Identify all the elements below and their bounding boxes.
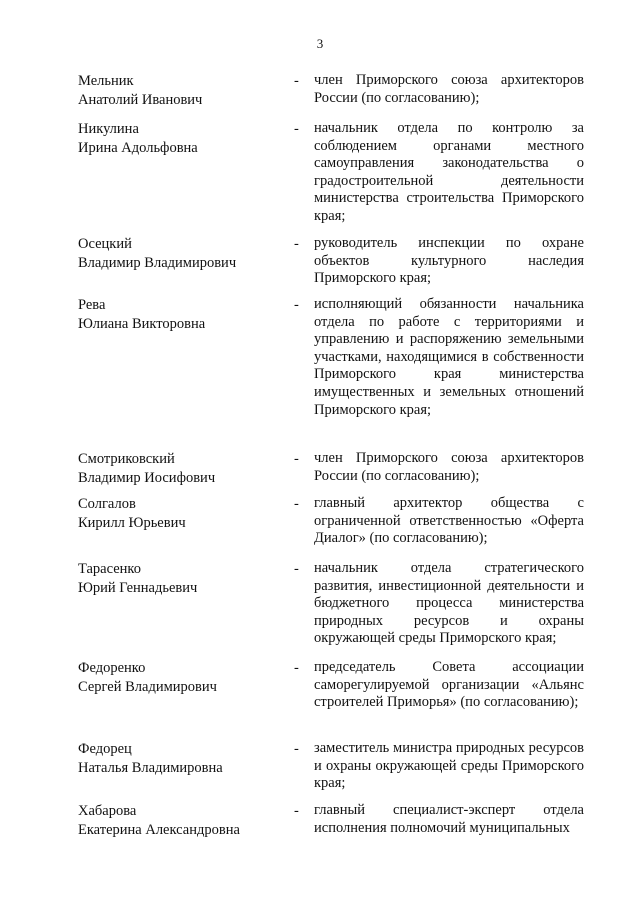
member-surname: Осецкий [78,236,132,252]
dash-separator: - [294,73,299,89]
member-name [78,450,278,488]
member-name [78,495,278,533]
member-surname: Тарасенко [78,561,141,577]
dash-separator: - [294,451,299,467]
member-role: главный специалист-эксперт отдела исполнения полномочий муниципальных [314,802,584,836]
member-role: руководитель инспекции по охране объектов культурного наследия Приморского края; [314,235,584,287]
member-given-names: Юрий Геннадьевич [78,580,198,596]
member-name [78,120,278,158]
member-given-names: Юлиана Викторовна [78,316,206,332]
dash-separator: - [294,741,299,757]
member-given-names: Наталья Владимировна [78,760,223,776]
dash-separator: - [294,803,299,819]
member-name [78,72,278,110]
member-role: член Приморского союза архитекторов России (по согласованию); [314,450,584,484]
member-surname: Никулина [78,121,139,137]
member-surname: Солгалов [78,496,136,512]
member-role: председатель Совета ассоциации саморегулируемой организации «Альянс строителей Приморья» (по согласованию); [314,659,584,711]
member-name [78,235,278,273]
member-role: заместитель министра природных ресурсов и охраны окружающей среды Приморского края; [314,740,584,792]
dash-separator: - [294,297,299,313]
dash-separator: - [294,236,299,252]
member-given-names: Владимир Владимирович [78,255,237,271]
member-role: главный архитектор общества с ограниченной ответственностью «Оферта Диалог» (по согласованию); [314,495,584,547]
page-number: 3 [316,36,324,51]
member-name [78,296,278,334]
member-surname: Федоренко [78,660,146,676]
member-name [78,802,278,840]
member-name [78,740,278,778]
member-name [78,560,278,598]
dash-separator: - [294,121,299,137]
member-role: начальник отдела по контролю за соблюдением органами местного самоуправления законодательства о градостроительной деятельности министерства строительства Приморского края; [314,120,584,224]
member-role: член Приморского союза архитекторов России (по согласованию); [314,72,584,106]
dash-separator: - [294,561,299,577]
member-role: начальник отдела стратегического развития, инвестиционной деятельности и бюджетного процесса министерства природных ресурсов и охраны окружающей среды Приморского края; [314,560,584,647]
member-given-names: Ирина Адольфовна [78,140,198,156]
member-role: исполняющий обязанности начальника отдела по работе с территориями и управлению и распоряжению земельными участками, находящимися в собственности Приморского края министерства имущественных и земельных отношений Приморского края; [314,296,584,418]
member-given-names: Анатолий Иванович [78,92,203,108]
member-given-names: Сергей Владимирович [78,679,217,695]
member-surname: Мельник [78,73,134,89]
member-given-names: Кирилл Юрьевич [78,515,186,531]
member-given-names: Владимир Иосифович [78,470,216,486]
member-surname: Хабарова [78,803,137,819]
dash-separator: - [294,496,299,512]
dash-separator: - [294,660,299,676]
member-surname: Смотриковский [78,451,175,467]
member-name [78,659,278,697]
member-surname: Рева [78,297,106,313]
member-surname: Федорец [78,741,132,757]
member-given-names: Екатерина Александровна [78,822,240,838]
